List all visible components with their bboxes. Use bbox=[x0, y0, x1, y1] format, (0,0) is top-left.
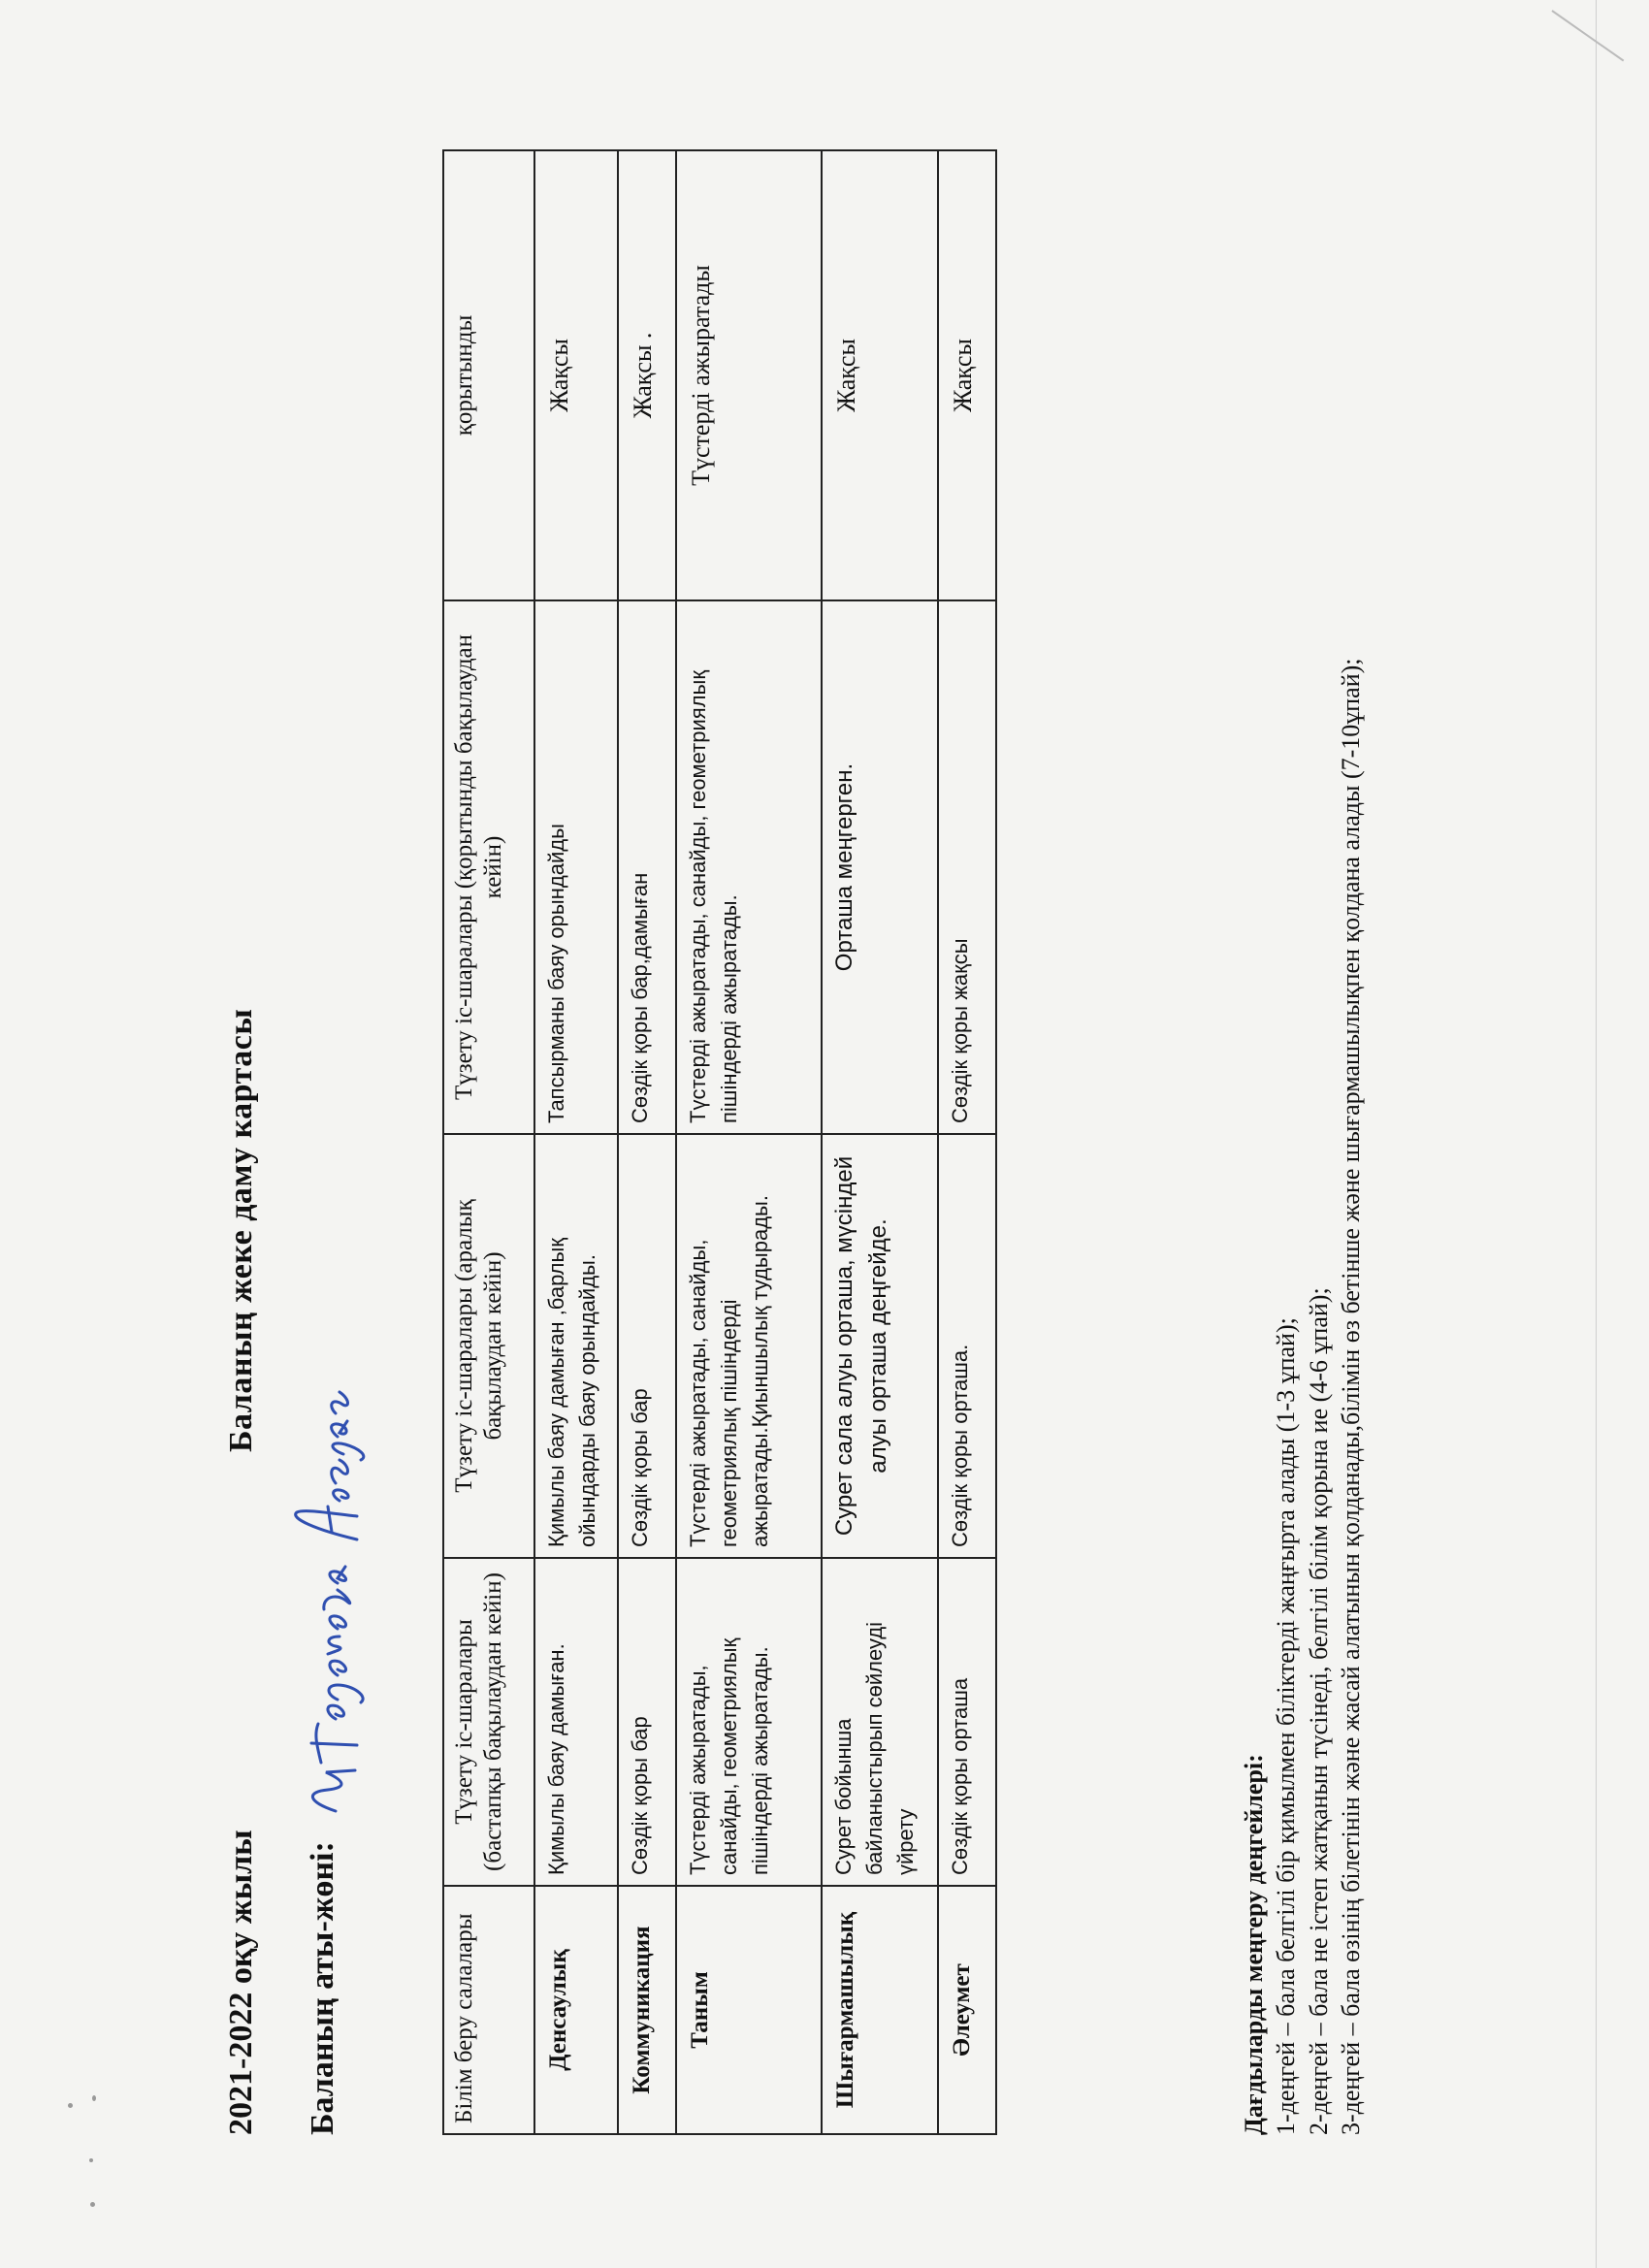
intermediate-cell: Сурет сала алуы орташа, мүсіндей алуы орташа деңгейде. bbox=[822, 1134, 938, 1558]
skill-levels-legend bbox=[1238, 137, 1367, 2135]
rotated-document bbox=[200, 75, 1383, 2170]
table-row bbox=[822, 150, 938, 2134]
table-header-row bbox=[443, 150, 534, 2134]
table-row bbox=[534, 150, 618, 2134]
table-row bbox=[676, 150, 822, 2134]
final-cell: Орташа меңгерген. bbox=[822, 600, 938, 1134]
scan-speck bbox=[89, 2158, 93, 2162]
page-edge bbox=[1596, 0, 1597, 2268]
result-cell: Жақсы bbox=[534, 150, 618, 600]
child-name-label: Баланың аты-жөні: bbox=[305, 1841, 340, 2135]
area-cell: Денсаулық bbox=[534, 1886, 618, 2134]
school-year: 2021-2022 оқу жылы bbox=[223, 1830, 259, 2135]
col-header-areas: Білім беру салалары bbox=[443, 1886, 534, 2134]
intermediate-cell: Қимылы баяу дамыған ,барлық ойындарды баяу орындайды. bbox=[534, 1134, 618, 1558]
legend-item: 2-деңгей – бала не істеп жатқанын түсінеді, белгілі білім қорына ие (4-6 ұпай); bbox=[1304, 1287, 1333, 2135]
final-cell: Түстерді ажыратады, санайды, геометриялық пішіндерді ажыратады. bbox=[676, 600, 822, 1134]
intermediate-cell: Сөздік қоры орташа. bbox=[938, 1134, 996, 1558]
scan-speck bbox=[92, 2095, 96, 2101]
area-cell: Таным bbox=[676, 1886, 822, 2134]
table-row bbox=[618, 150, 676, 2134]
document-title: Баланың жеке даму картасы bbox=[223, 1008, 259, 1452]
final-cell: Сөздік қоры бар,дамыған bbox=[618, 600, 676, 1134]
col-header-result: қорытынды bbox=[443, 150, 534, 600]
scan-corner-mark bbox=[1551, 10, 1624, 61]
intermediate-cell: Түстерді ажыратады, санайды, геометриялық пішіндерді ажыратады.Қиыншылық тудырады. bbox=[676, 1134, 822, 1558]
initial-cell: Сөздік қоры бар bbox=[618, 1558, 676, 1886]
legend-title: Дағдыларды меңгеру деңгейлері: bbox=[1240, 1754, 1268, 2135]
col-header-initial: Түзету іс-шаралары (бастапқы бақылаудан кейін) bbox=[443, 1558, 534, 1886]
area-cell: Әлеумет bbox=[938, 1886, 996, 2134]
development-table bbox=[442, 149, 997, 2135]
area-cell: Шығармашылық bbox=[822, 1886, 938, 2134]
result-cell: Жақсы . bbox=[618, 150, 676, 600]
initial-cell: Сөздік қоры орташа bbox=[938, 1558, 996, 1886]
legend-item: 1-деңгей – бала белгілі бір қимылмен біліктерді жаңғырта алады (1-3 ұпай); bbox=[1272, 1317, 1301, 2135]
initial-cell: Қимылы баяу дамыған. bbox=[534, 1558, 618, 1886]
legend-item: 3-деңгей – бала өзінің білетінін және жасай алатынын қолданады,білімін өз бетінше және шығармашылықпен қолдана алады (7-10ұпай); bbox=[1336, 658, 1365, 2135]
initial-cell: Түстерді ажыратады, санайды, геометриялық пішіндерді ажыратады. bbox=[676, 1558, 822, 1886]
result-cell: Жақсы bbox=[938, 150, 996, 600]
scan-speck bbox=[68, 2103, 73, 2108]
final-cell: Сөздік қоры жақсы bbox=[938, 600, 996, 1134]
col-header-final: Түзету іс-шаралары (қорытынды бақылаудан кейін) bbox=[443, 600, 534, 1134]
initial-cell: Сурет бойынша байланыстырып сөйлеуді үйрету bbox=[822, 1558, 938, 1886]
intermediate-cell: Сөздік қоры бар bbox=[618, 1134, 676, 1558]
col-header-intermediate: Түзету іс-шаралары (аралық бақылаудан кейін) bbox=[443, 1134, 534, 1558]
result-cell: Жақсы bbox=[822, 150, 938, 600]
final-cell: Тапсырманы баяу орындайды bbox=[534, 600, 618, 1134]
result-cell: Түстерді ажыратады bbox=[676, 150, 822, 600]
table-row bbox=[938, 150, 996, 2134]
area-cell: Коммуникация bbox=[618, 1886, 676, 2134]
handwritten-name bbox=[268, 1375, 374, 1821]
scan-speck bbox=[90, 2202, 95, 2207]
